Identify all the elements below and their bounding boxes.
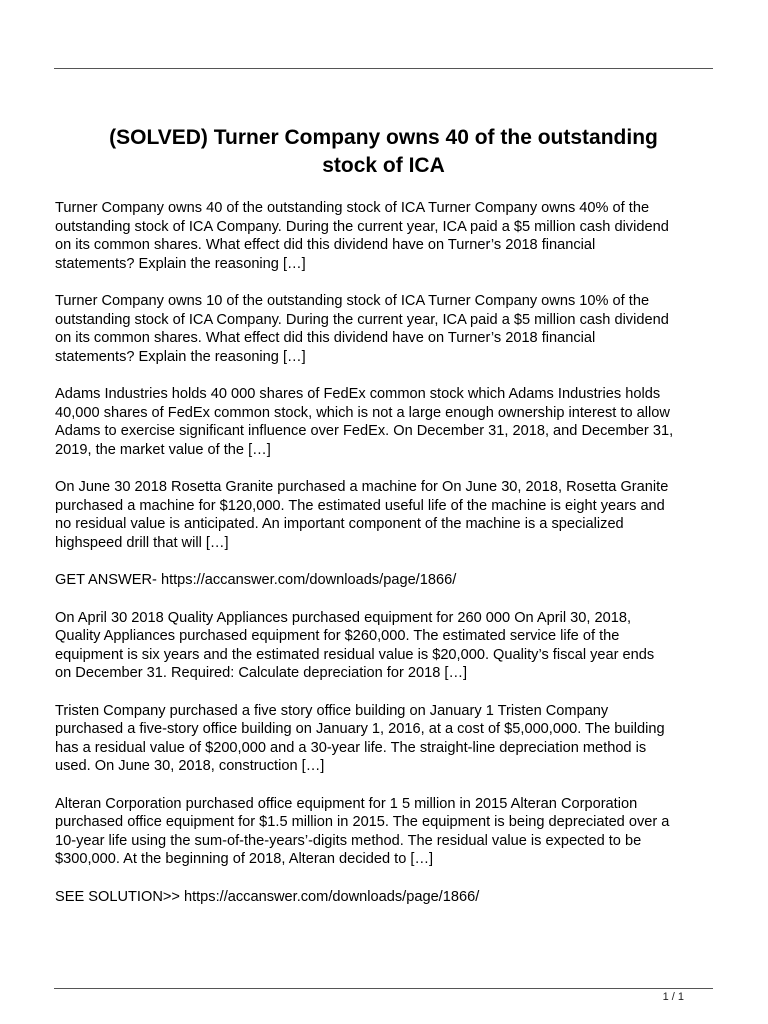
see-solution-link[interactable]: SEE SOLUTION>> https://accanswer.com/downloads/page/1866/ [55, 888, 480, 905]
get-answer-link[interactable]: GET ANSWER- https://accanswer.com/downloads/page/1866/ [55, 572, 457, 588]
paragraph-alteran-corporation: Alteran Corporation purchased office equipment for 1 5 million in 2015 Alteran Corporation purchased office equipment for $1.5 million in 2015. The equipment is being depreciated over a 10-year life using the sum-of-the-years’-digits method. The residual value is expected to be $300,000. At the beginning of 2018, Alteran decided to […] [55, 795, 670, 867]
page-number: 1 / 1 [662, 991, 684, 1003]
paragraph-rosetta-granite: On June 30 2018 Rosetta Granite purchased a machine for On June 30, 2018, Rosetta Granite purchased a machine for $120,000. The estimated useful life of the machine is eight years and no residual value is anticipated. An important component of the machine is a specialized highspeed drill that will […] [55, 479, 669, 551]
document-body [55, 199, 715, 925]
paragraph-tristen-company: Tristen Company purchased a five story office building on January 1 Tristen Company purchased a five-story office building on January 1, 2016, at a cost of $5,000,000. The building has a residual value of $200,000 and a 30-year life. The straight-line depreciation method is used. On June 30, 2018, construction […] [55, 702, 665, 774]
page-title: (SOLVED) Turner Company owns 40 of the outstanding stock of ICA [109, 126, 658, 177]
paragraph-turner-40: Turner Company owns 40 of the outstanding stock of ICA Turner Company owns 40% of the outstanding stock of ICA Company. During the current year, ICA paid a $5 million cash dividend on its common shares. What effect did this dividend have on Turner’s 2018 financial statements? Explain the reasoning […] [55, 200, 669, 272]
paragraph-quality-appliances: On April 30 2018 Quality Appliances purchased equipment for 260 000 On April 30, 2018, Quality Appliances purchased equipment for $260,000. The estimated service life of the equipment is six years and the estimated residual value is $20,000. Quality’s fiscal year ends on December 31. Required: Calculate depreciation for 2018 […] [55, 609, 655, 681]
paragraph-turner-10: Turner Company owns 10 of the outstanding stock of ICA Turner Company owns 10% of the outstanding stock of ICA Company. During the current year, ICA paid a $5 million cash dividend on its common shares. What effect did this dividend have on Turner’s 2018 financial statements? Explain the reasoning […] [55, 293, 669, 365]
paragraph-adams-industries: Adams Industries holds 40 000 shares of FedEx common stock which Adams Industries holds 40,000 shares of FedEx common stock, which is not a large enough ownership interest to allow Adams to exercise significant influence over FedEx. On December 31, 2018, and December 31, 2019, the market value of the […] [55, 386, 674, 458]
header-divider [54, 68, 713, 69]
footer-divider [54, 988, 713, 989]
